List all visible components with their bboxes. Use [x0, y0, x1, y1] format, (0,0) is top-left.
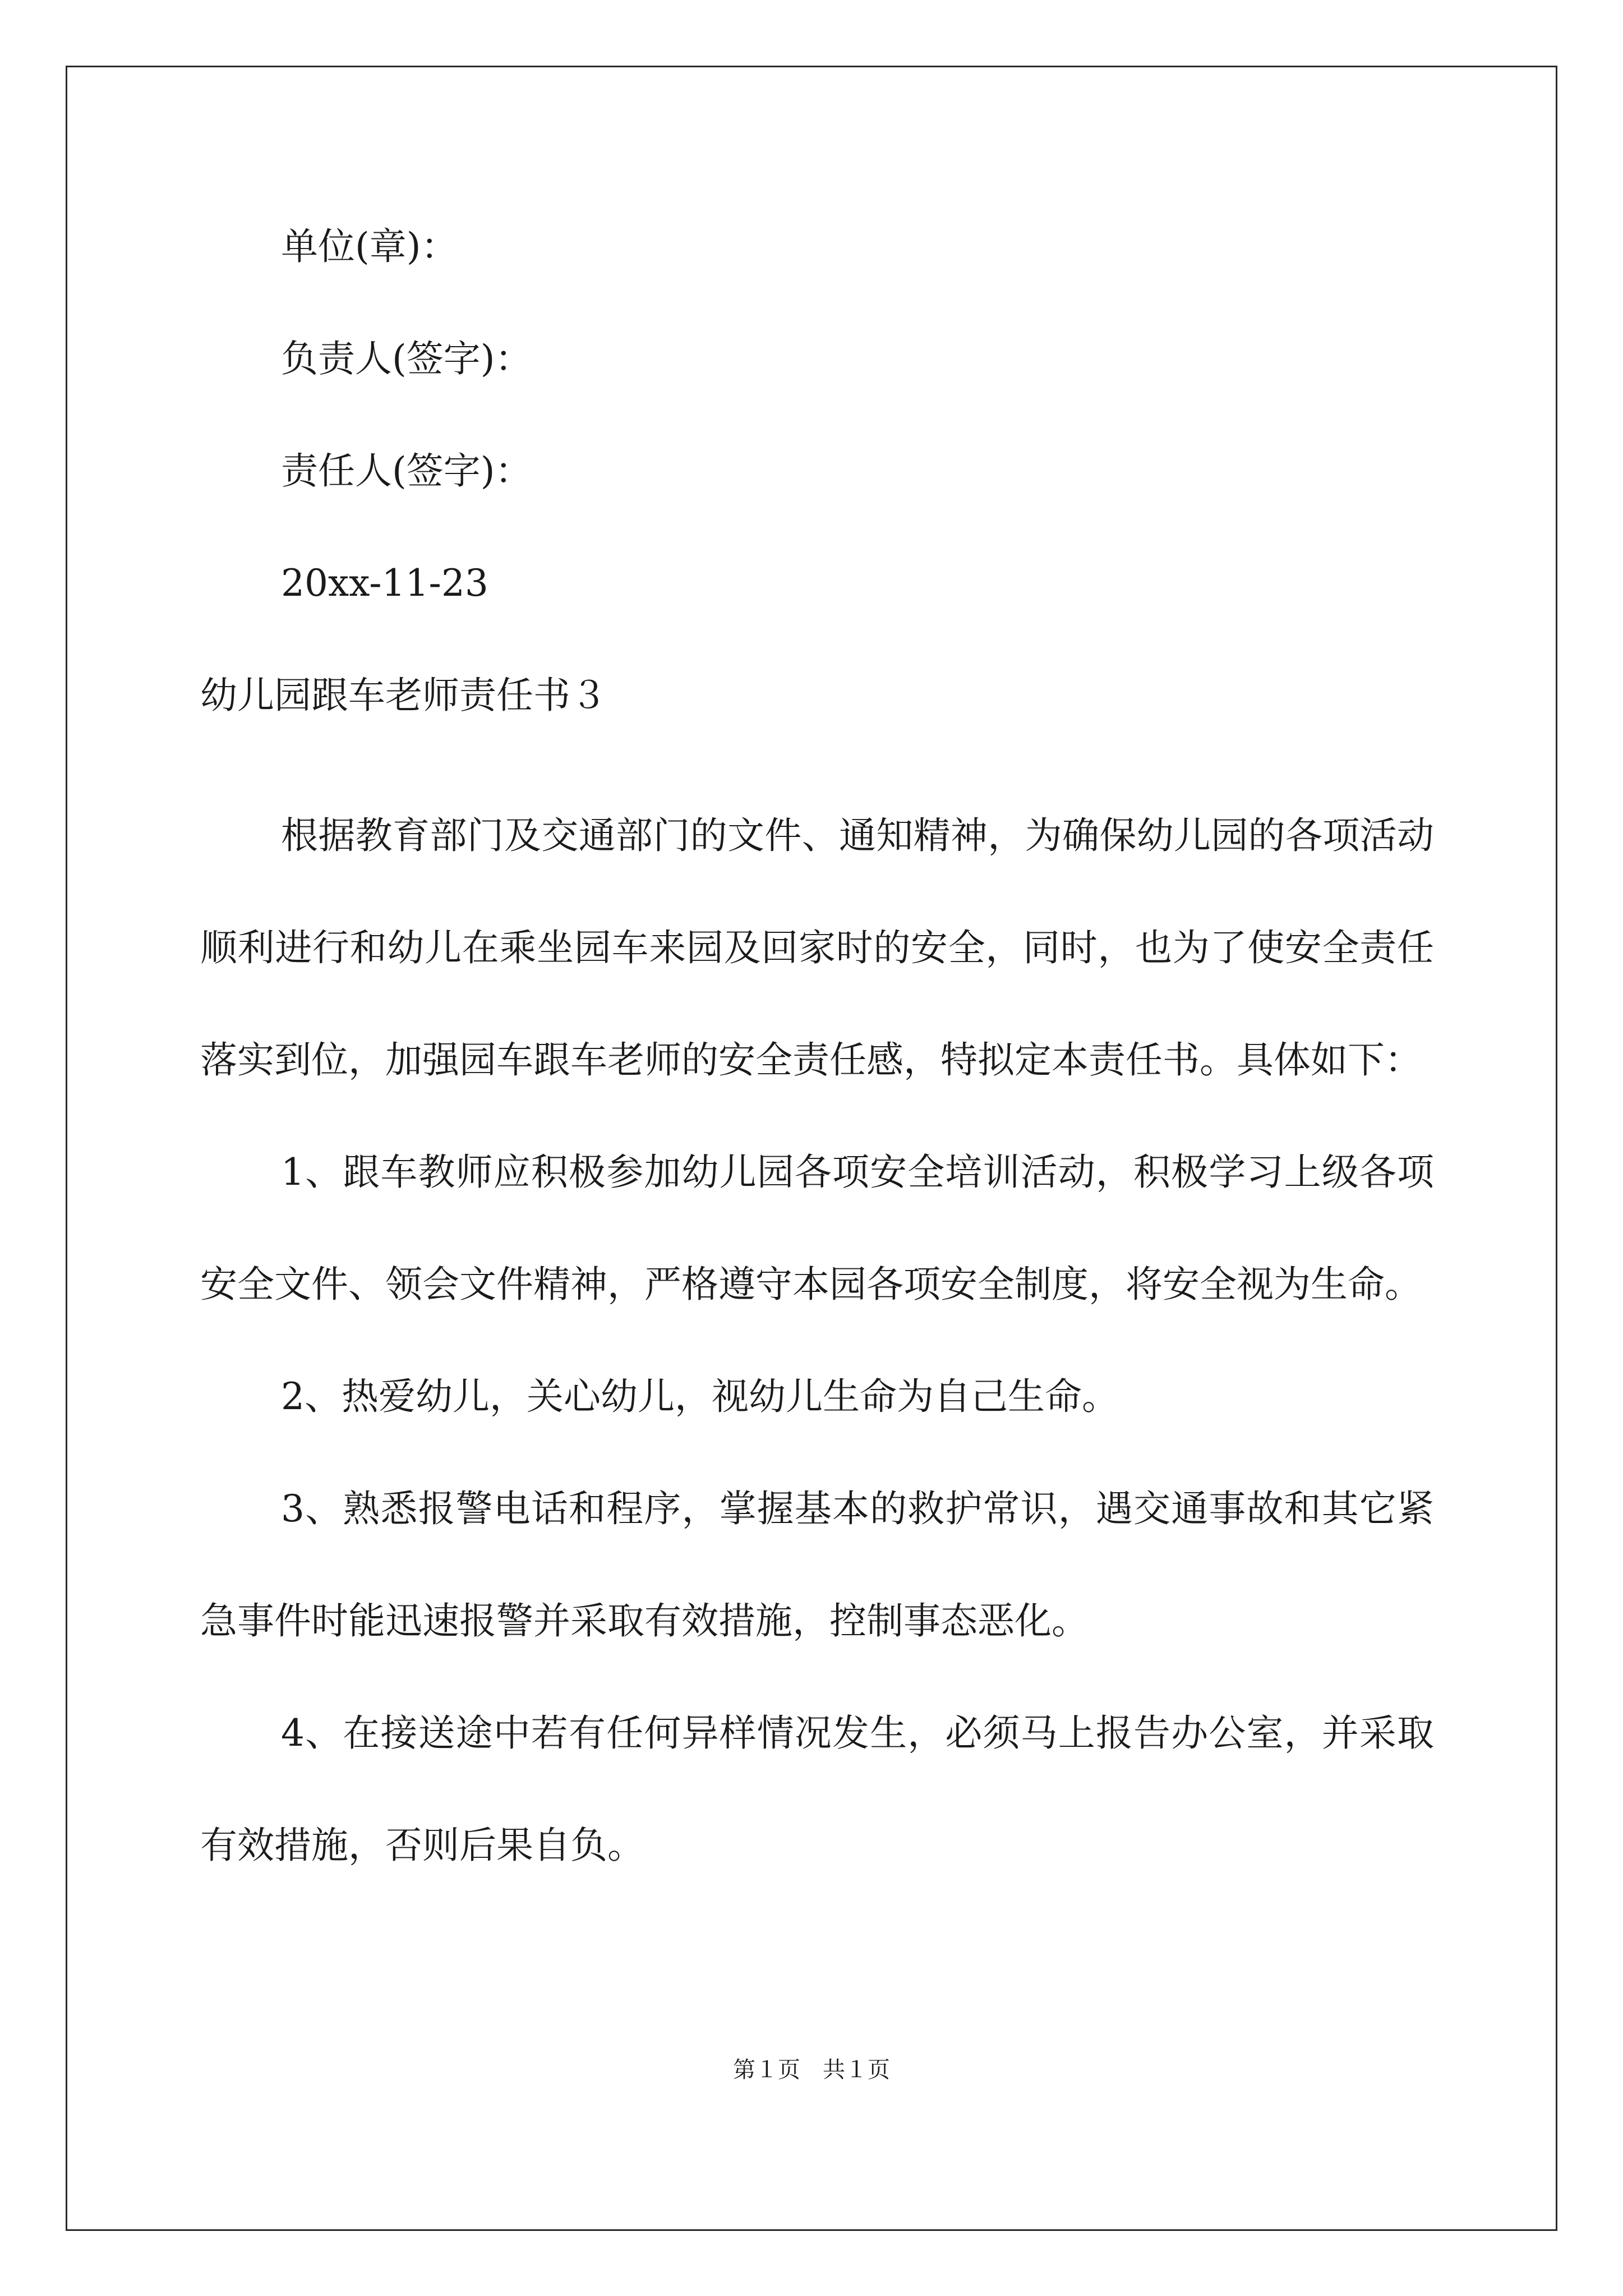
- section-title: 幼儿园跟车老师责任书３: [200, 674, 607, 717]
- paragraph-item-4: 4、在接送途中若有任何异样情况发生，必须马上报告办公室，并采取有效措施，否则后果自负。: [200, 1711, 1434, 1867]
- leader-signature-line: 负责人(签字)：: [281, 337, 532, 380]
- responsible-signature-line: 责任人(签字)：: [281, 449, 532, 493]
- paragraph-intro: 根据教育部门及交通部门的文件、通知精神，为确保幼儿园的各项活动顺利进行和幼儿在乘坐园车来园及回家时的安全，同时，也为了使安全责任落实到位，加强园车跟车老师的安全责任感，特拟定本责任书。具体如下：: [200, 814, 1434, 1082]
- page-number-footer: 第１页 共１页: [733, 2057, 890, 2083]
- paragraph-item-3: 3、熟悉报警电话和程序，掌握基本的救护常识，遇交通事故和其它紧急事件时能迅速报警并采取有效措施，控制事态恶化。: [200, 1487, 1434, 1642]
- document-body: [200, 219, 1434, 1902]
- date-line: 20xx-11-23: [281, 562, 488, 605]
- paragraph-item-2: 2、热爱幼儿，关心幼儿，视幼儿生命为自己生命。: [281, 1375, 1119, 1418]
- paragraph-item-1: 1、跟车教师应积极参加幼儿园各项安全培训活动，积极学习上级各项安全文件、领会文件精神，严格遵守本园各项安全制度，将安全视为生命。: [200, 1151, 1434, 1306]
- unit-seal-line: 单位(章)：: [281, 225, 458, 268]
